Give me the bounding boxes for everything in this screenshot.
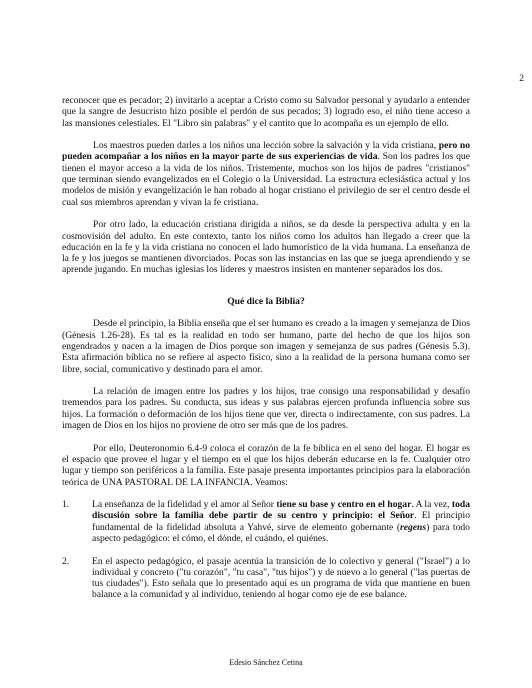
list-item-text: . El principio fundamental de la fidelidad absoluta a Yahvé, sirve de elemento gobernante ( xyxy=(92,510,471,533)
paragraph-2-text-c: . Son los padres los que tienen el mayor acceso a la vida de los niños. Tristemente, muchos son los hijos de padres "cristianos" que terminan siendo evangelizados en el Colegio o la Universidad. La estructura eclesiástica actual y los modelos de misión y evangelización le han robado al hogar cristiano el privilegio de ser el centro desde el cual sus miembros aprendan y vivan la fe cristiana. xyxy=(62,151,470,208)
paragraph-2 xyxy=(62,140,470,208)
page-number: 2 xyxy=(519,73,524,84)
numbered-list xyxy=(62,499,470,601)
paragraph-4: Desde el principio, la Biblia enseña que el ser humano es creado a la imagen y semejanza de Dios (Génesis 1.26-28). Es tal es la realidad en todo ser humano, parte del hecho de que los hijos son engendrados y nacen a la imagen de Dios porque son imagen y semejanza de sus padres (Génesis 5.3). Esta afirmación bíblica no se refiere al aspecto físico, sino a la realidad de la persona humana como ser libre, social, comunicativo y destinado para el amor. xyxy=(62,318,470,375)
list-item xyxy=(62,499,470,544)
list-item-bold: toda discusión sobre la familia debe partir de su centro y principio: el Señor xyxy=(92,499,471,522)
list-item-text: ) para todo aspecto pedagógico: el cómo, el dónde, el cuándo, el quiénes. xyxy=(92,521,470,544)
list-item xyxy=(62,556,470,601)
paragraph-1: reconocer que es pecador; 2) invitarlo a aceptar a Cristo como su Salvador personal y ayudarlo a entender que la sangre de Jesucristo hizo posible el perdón de sus pecados; 3) logrado eso, el niño tiene acceso a las mansiones celestiales. El "Libro sin palabras" y el cantito que lo acompaña es un ejemplo de ello. xyxy=(62,95,470,129)
section-heading: Qué dice la Biblia? xyxy=(227,295,305,307)
list-item-italic: regens xyxy=(400,521,427,533)
list-item-text: En el aspecto pedagógico, el pasaje acentúa la transición de lo colectivo y general ("Israel") a lo individual y concreto ("tu corazón", "tu casa", "tus hijos") y de nuevo a lo general ("las puertas de tus ciudades"). Esto señala que lo presentado aquí es un programa de vida que mantiene en buen balance a la comunidad y al individuo, teniendo al hogar como eje de ese balance. xyxy=(92,555,470,601)
list-item-text: . A la vez, xyxy=(411,499,452,511)
document-body xyxy=(62,95,470,612)
paragraph-2-text-a: Los maestros pueden darles a los niños una lección sobre la salvación y la vida cristiana, xyxy=(93,140,439,152)
list-item-bold: tiene su base y centro en el hogar xyxy=(276,499,412,511)
paragraph-3: Por otro lado, la educación cristiana dirigida a niños, se da desde la perspectiva adulta y en la cosmovisión del adulto. En este contexto, tanto los niños como los adultos han llegado a creer que la educación en la fe y la vida cristiana no conocen el lado humorístico de la vida humana. La enseñanza de la fe y los juegos se mantienen divorciados. Pocas son las instancias en las que se juega aprendiendo y se aprende jugando. En muchas iglesias los líderes y maestros insisten en mantener separados los dos. xyxy=(62,219,470,276)
list-item-number: 2. xyxy=(62,555,70,567)
paragraph-2-bold: pero no pueden acompañar a los niños en la mayor parte de sus experiencias de vida xyxy=(62,140,471,163)
paragraph-5: La relación de imagen entre los padres y los hijos, trae consigo una responsabilidad y desafío tremendos para los padres. Su conducta, sus ideas y sus palabras ejercen profunda influencia sobre sus hijos. La formación o deformación de los hijos tiene que ver, directa o indirectamente, con sus padres. La imagen de Dios en los hijos no proviene de otro ser más que de los padres. xyxy=(62,386,470,432)
paragraph-6: Por ello, Deuteronomio 6.4-9 coloca el corazón de la fe bíblica en el seno del hogar. El hogar es el espacio que provee el lugar y el tiempo en el que los hijos deberán educarse en la fe. Cualquier otro lugar y tiempo son periféricos a la familia. Este pasaje presenta importantes principios para la elaboración teórica de UNA PASTORAL DE LA INFANCIA. Veamos: xyxy=(62,442,470,488)
list-item-text: La enseñanza de la fidelidad y el amor al Señor xyxy=(92,499,277,511)
footer-author: Edesio Sánchez Cetina xyxy=(229,658,303,667)
list-item-number: 1. xyxy=(62,499,70,511)
